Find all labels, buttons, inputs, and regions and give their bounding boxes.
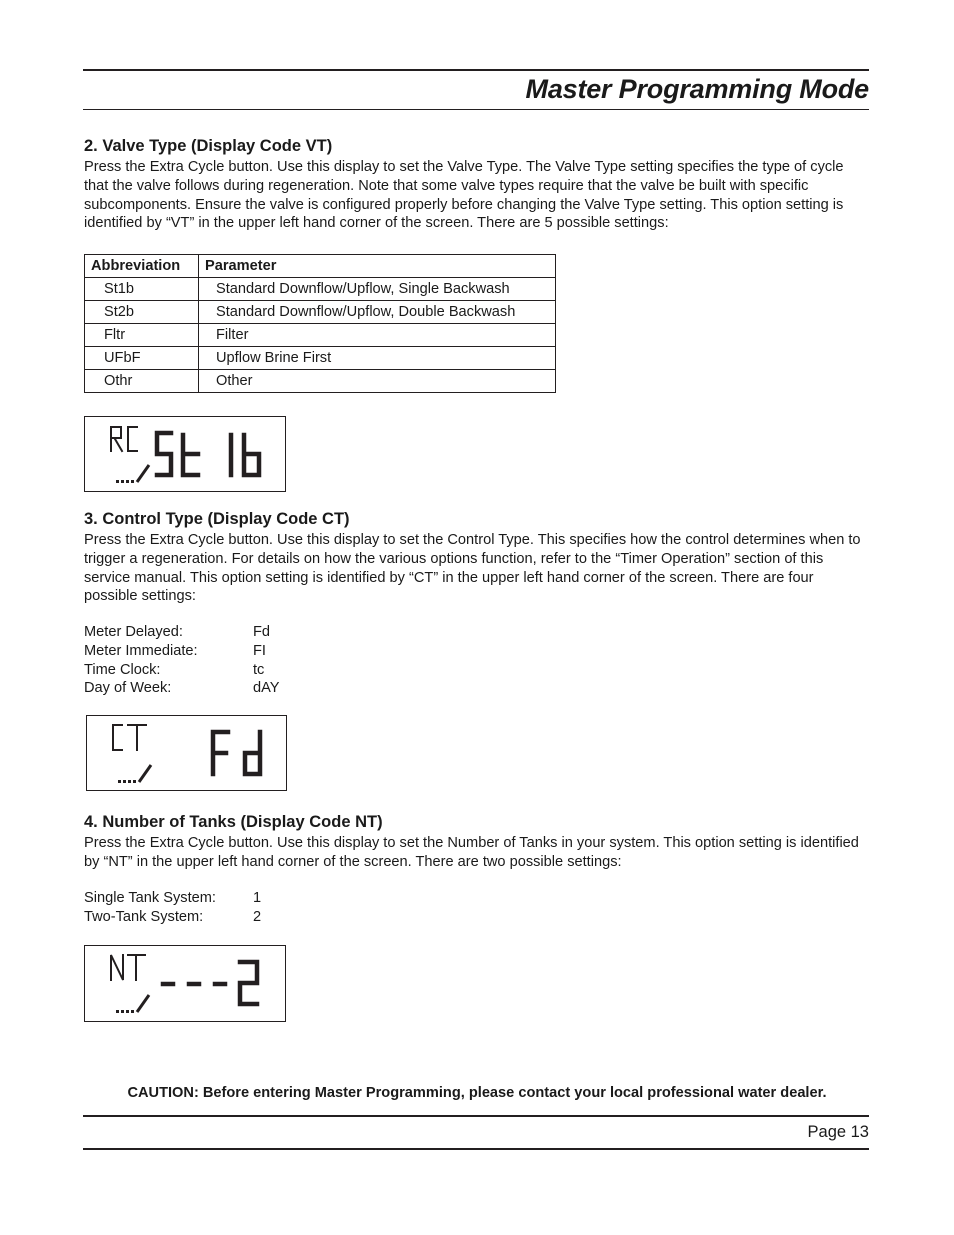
lcd-display-valve-type: [84, 416, 286, 492]
lcd-segments: [85, 946, 285, 1021]
lcd-segments: [85, 417, 285, 491]
section-heading: 2. Valve Type (Display Code VT): [84, 137, 333, 155]
table-row: [85, 324, 556, 347]
section-heading: 3. Control Type (Display Code CT): [84, 510, 350, 528]
option-row: [84, 679, 280, 698]
table-cell: Standard Downflow/Upflow, Double Backwash: [199, 301, 556, 324]
lcd-display-number-of-tanks: [84, 945, 286, 1022]
option-row: [84, 642, 280, 661]
table-header-row: [85, 255, 556, 278]
valve-type-table: [84, 254, 556, 393]
table-cell: Standard Downflow/Upflow, Single Backwash: [199, 278, 556, 301]
option-code: Fd: [253, 624, 271, 640]
option-label: Day of Week:: [84, 680, 172, 697]
option-row: [84, 661, 280, 680]
table-cell: Fltr: [85, 324, 199, 347]
section-body: Press the Extra Cycle button. Use this display to set the Control Type. This specifies how the control determines when to trigger a regeneration. For details on how the various options function, refer to the “Timer Operation” section of this service manual. This option setting is identified by “CT” in the upper left hand corner of the screen. There are four possible settings:: [84, 532, 861, 605]
page-number: Page 13: [807, 1123, 869, 1141]
lcd-display-control-type: [86, 715, 287, 791]
caution-note: CAUTION: Before entering Master Programming, please contact your local professional water dealer.: [127, 1085, 827, 1101]
option-code: tc: [253, 661, 265, 678]
table-row: [85, 347, 556, 370]
section-valve-type: [84, 137, 864, 233]
table-cell: St2b: [85, 301, 199, 324]
option-label: Two-Tank System:: [84, 908, 204, 925]
option-code: 2: [253, 908, 262, 925]
table-row: [85, 301, 556, 324]
option-label: Meter Delayed:: [84, 624, 183, 640]
table-cell: UFbF: [85, 347, 199, 370]
footer-rule-bottom: [83, 1148, 869, 1150]
option-label: Time Clock:: [84, 661, 161, 678]
header-rule-top: [83, 69, 869, 71]
section-body: Press the Extra Cycle button. Use this display to set the Number of Tanks in your system. This option setting is identified by “NT” in the upper left hand corner of the screen. There are two possible settings:: [84, 835, 859, 870]
table-cell: Othr: [85, 370, 199, 393]
footer-rule-top: [83, 1115, 869, 1117]
option-code: dAY: [253, 680, 280, 697]
section-heading: 4. Number of Tanks (Display Code NT): [84, 813, 383, 831]
option-row: [84, 889, 261, 908]
table-cell: Upflow Brine First: [199, 347, 556, 370]
header-rule-bottom: [83, 109, 869, 110]
table-header: Parameter: [199, 255, 556, 278]
tanks-options: [84, 889, 261, 927]
table-cell: St1b: [85, 278, 199, 301]
section-body: Press the Extra Cycle button. Use this display to set the Valve Type. The Valve Type setting specifies the type of cycle that the valve follows during regeneration. Note that some valve types require that the valve be built with specific subcomponents. Ensure the valve is configured properly before changing the Valve Type setting. This option setting is identified by “VT” in the upper left hand corner of the screen. There are 5 possible settings:: [84, 159, 844, 232]
option-row: [84, 623, 280, 642]
table-header: Abbreviation: [85, 255, 199, 278]
option-row: [84, 908, 261, 927]
option-label: Meter Immediate:: [84, 642, 198, 659]
option-code: FI: [253, 642, 266, 659]
table-cell: Filter: [199, 324, 556, 347]
page-title: Master Programming Mode: [525, 74, 869, 104]
table-row: [85, 370, 556, 393]
section-number-of-tanks: [84, 813, 864, 872]
lcd-segments: [87, 716, 286, 790]
section-control-type: [84, 510, 864, 606]
table-cell: Other: [199, 370, 556, 393]
option-label: Single Tank System:: [84, 890, 216, 906]
control-type-options: [84, 623, 280, 698]
option-code: 1: [253, 890, 262, 906]
table-row: [85, 278, 556, 301]
